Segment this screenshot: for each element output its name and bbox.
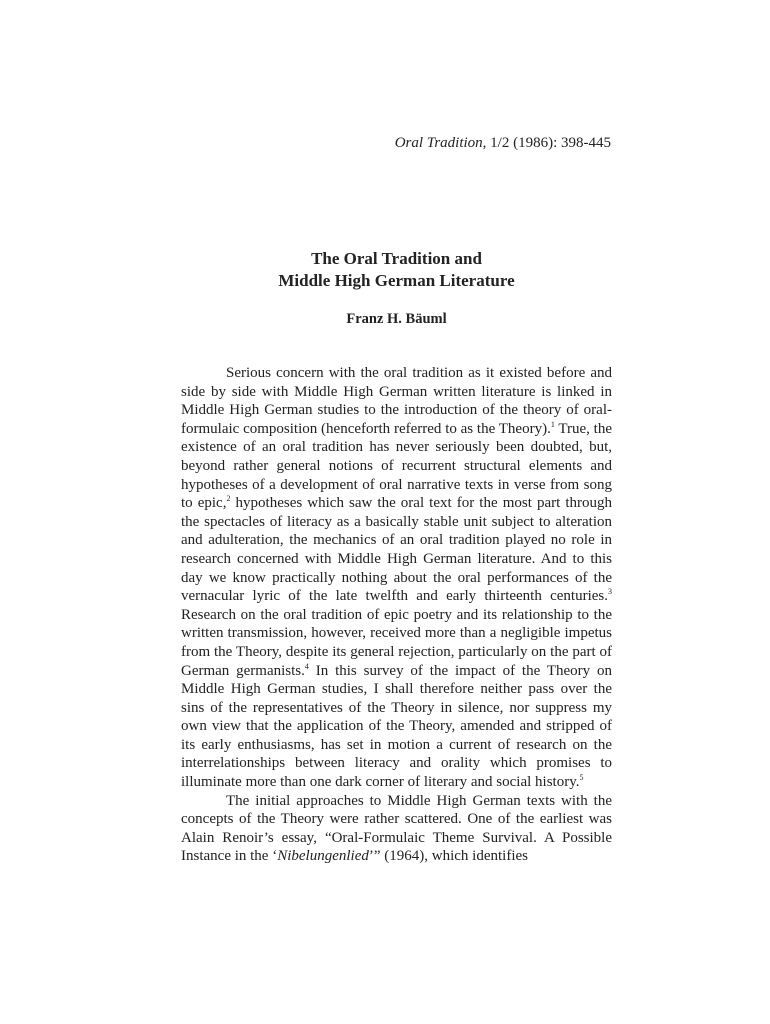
footnote-marker: 4 (304, 661, 309, 671)
issue-citation: , 1/2 (1986): 398-445 (482, 135, 611, 151)
author-name: Franz H. Bäuml (346, 311, 447, 327)
paragraph-text: ’” (1964), which identifies (368, 848, 528, 865)
footnote-marker: 3 (608, 587, 612, 597)
title-line-1: The Oral Tradition and (311, 249, 482, 268)
body-paragraph (181, 364, 612, 792)
paragraph-text: In this survey of the impact of the Theory on Middle High German studies, I shall therefore neither pass over the sins of the representatives of the Theory in silence, nor suppress my own view that the application of the Theory, amended and stripped of its early enthusiasms, has set in motion a current of research on the interrelationships between literacy and orality which promises to illuminate more than one dark corner of literary and social history. (181, 662, 612, 791)
paragraph-text: The initial approaches to Middle High German texts with the concepts of the Theory were rather scattered. One of the earliest was Alain Renoir’s essay, “Oral-Formulaic Theme Survival. A Possible Instance in the ‘ (181, 792, 612, 865)
title-line-2: Middle High German Literature (278, 271, 515, 290)
italic-title: Nibelungenlied (277, 848, 369, 865)
article-title (181, 248, 612, 292)
journal-title: Oral Tradition (394, 135, 483, 151)
paragraph-text: hypotheses which saw the oral text for the most part through the spectacles of literacy as a basically stable unit subject to alteration and adulteration, the mechanics of an oral tradition played no role in research concerned with Middle High German literature. And to this day we know practically nothing about the oral performances of the vernacular lyric of the late twelfth and early thirteenth centuries. (181, 495, 612, 605)
footnote-marker: 1 (550, 419, 555, 429)
running-head (395, 133, 611, 153)
paragraph-text: Serious concern with the oral tradition as it existed before and side by side with Middle High German written literature is linked in Middle High German studies to the introduction of the theory of oral-formulaic composition (henceforth referred to as the Theory). (181, 365, 612, 437)
footnote-marker: 5 (579, 773, 584, 783)
paragraph-text: True, the existence of an oral tradition has never seriously been doubted, but, beyond rather general notions of recurrent structural elements and hypotheses of a development of oral narrative texts in verse from song to epic, (181, 420, 612, 512)
article-body (181, 364, 612, 866)
footnote-marker: 2 (226, 494, 231, 504)
body-paragraph (181, 792, 612, 866)
paragraph-text: Research on the oral tradition of epic poetry and its relationship to the written transmission, however, received more than a negligible impetus from the Theory, despite its general rejection, particularly on the part of German germanists. (181, 606, 612, 679)
